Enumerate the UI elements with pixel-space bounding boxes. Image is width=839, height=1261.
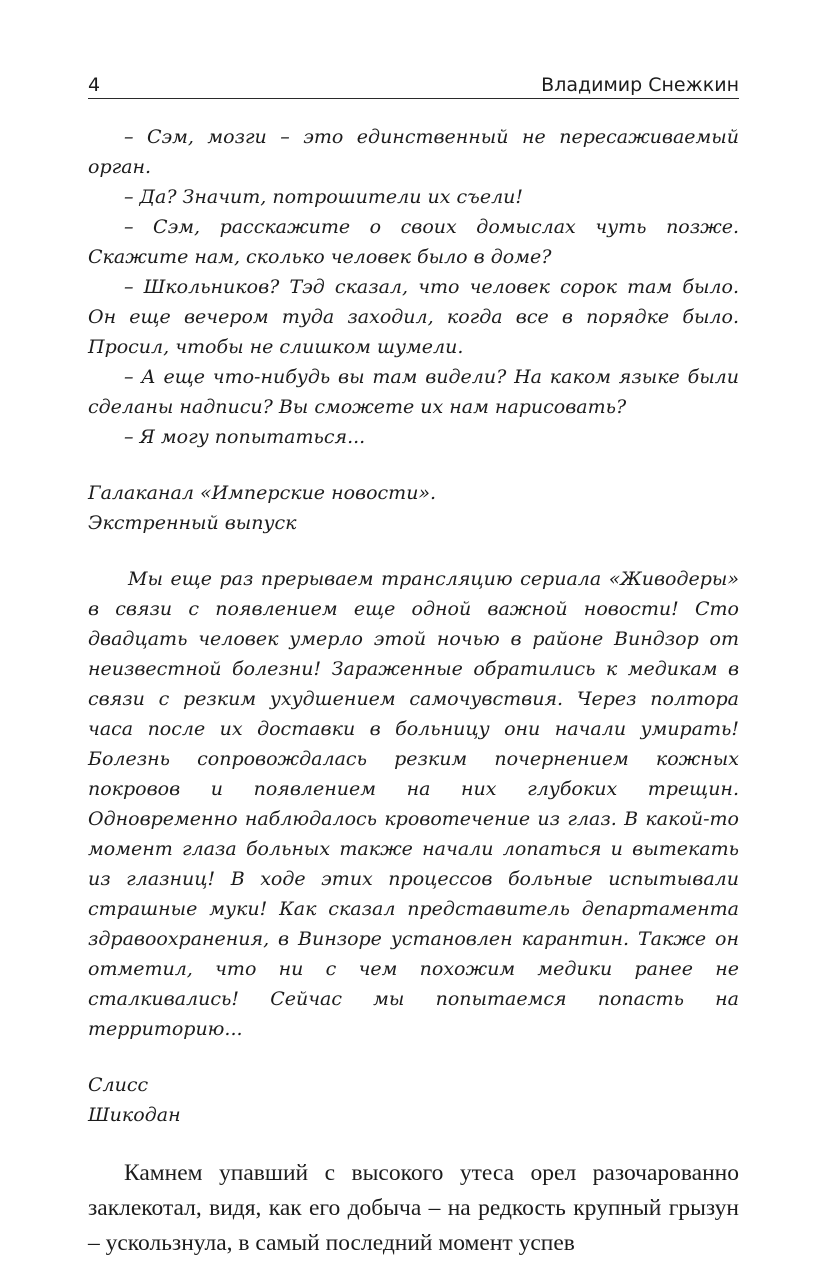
- book-page: [88, 0, 739, 1256]
- scene-location: Шикодан: [88, 1104, 181, 1126]
- scene-character: Слисс: [88, 1074, 149, 1096]
- dialogue-block: [88, 122, 739, 452]
- broadcast-heading: [88, 478, 739, 538]
- dialogue-line: – Да? Значит, потрошители их съели!: [124, 186, 524, 208]
- broadcast-paragraph: Мы еще раз прерываем трансляцию сериала «Живодеры» в связи с появлением еще одной важной новости! Сто двадцать человек умерло этой ночью в районе Виндзор от неизвестной болезни! Зараженные обратились к медикам в связи с резким ухудшением самочувствия. Через полтора часа после их доставки в больницу они начали умирать! Болезнь сопровождалась резким почернением кожных покровов и появлением на них глубоких трещин. Одновременно наблюдалось кровотечение из глаз. В какой-то момент глаза больных также начали лопаться и вытекать из глазниц! В ходе этих процессов больные испытывали страшные муки! Как сказал представитель департамента здравоохранения, в Винзоре установлен карантин. Также он отметил, что ни с чем похожим медики ранее не сталкивались! Сейчас мы попытаемся попасть на территорию...: [88, 568, 739, 1040]
- page-content: [88, 122, 739, 1261]
- broadcast-body: [88, 564, 739, 1044]
- dialogue-line: – Сэм, мозги – это единственный не пересаживаемый орган.: [88, 126, 739, 178]
- dialogue-line: – Школьников? Тэд сказал, что человек сорок там было. Он еще вечером туда заходил, когда все в порядке было. Просил, чтобы не слишком шумели.: [88, 276, 739, 358]
- page-header: [88, 70, 739, 99]
- running-head-author: Владимир Снежкин: [541, 74, 739, 96]
- scene-heading: [88, 1070, 739, 1130]
- broadcast-edition: Экстренный выпуск: [88, 512, 297, 534]
- dialogue-line: – Я могу попытаться...: [124, 426, 366, 448]
- page-number: 4: [88, 74, 101, 96]
- dialogue-line: – Сэм, расскажите о своих домыслах чуть позже. Скажите нам, сколько человек было в доме?: [88, 216, 739, 268]
- prose-paragraph: Камнем упавший с высокого утеса орел разочарованно заклекотал, видя, как его добыча – на редкость крупный грызун – ускользнула, в самый последний момент успев: [88, 1160, 739, 1256]
- broadcast-channel: Галаканал «Имперские новости».: [88, 482, 437, 504]
- dialogue-line: – А еще что-нибудь вы там видели? На каком языке были сделаны надписи? Вы сможете их нам нарисовать?: [88, 366, 739, 418]
